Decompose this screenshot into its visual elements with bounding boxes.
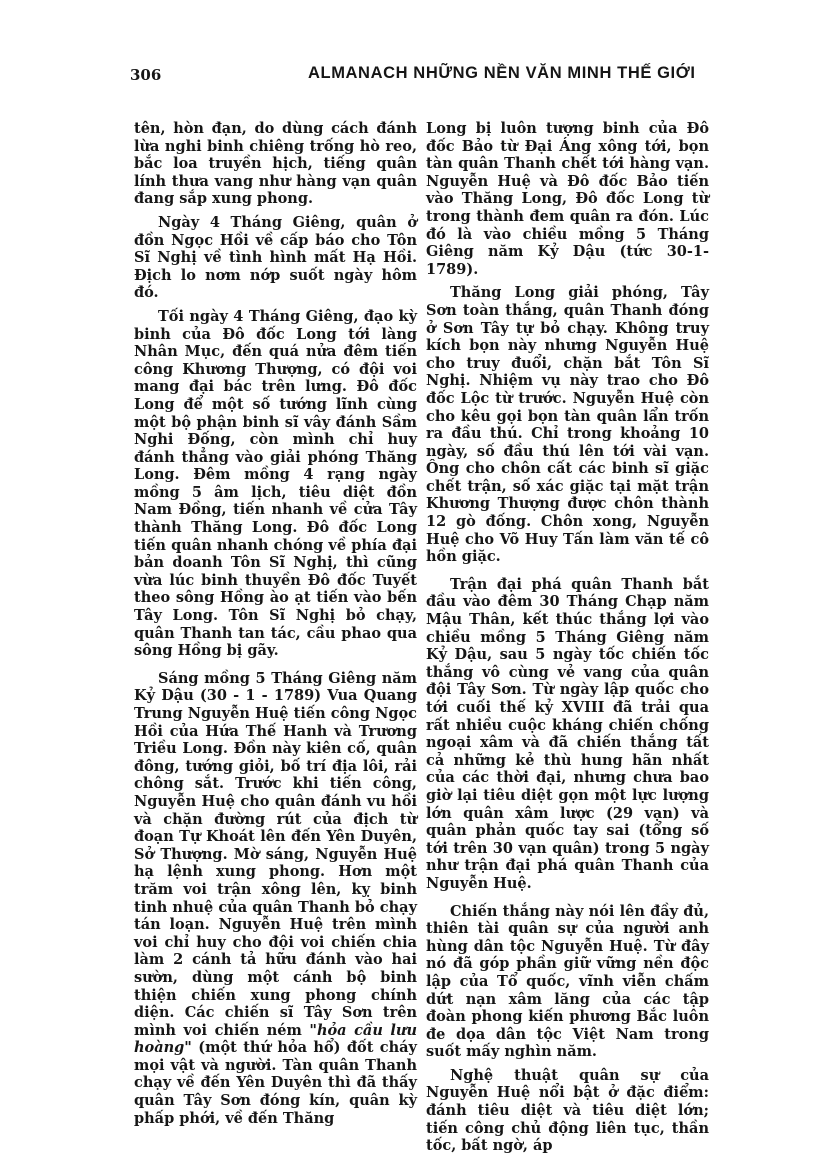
paragraph: tên, hòn đạn, do dùng cách đánh lừa nghi binh chiêng trống hò reo, bắc loa truyền hịch, tiếng quân lính thưa vang như hàng vạn quân đang sắp xung phong.	[134, 120, 417, 208]
paragraph-text: " (một thứ hỏa hổ) đốt cháy mọi vật và người. Tàn quân Thanh chạy về đến Yên Duyên thì đã thấy quân Tây Sơn đóng kín, quân kỳ phấp phới, về đến Thăng	[134, 1039, 417, 1127]
paragraph: Trận đại phá quân Thanh bắt đầu vào đêm 30 Tháng Chạp năm Mậu Thân, kết thúc thắng lợi vào chiều mồng 5 Tháng Giêng năm Kỷ Dậu, sau 5 ngày tốc chiến tốc thắng vô cùng vẻ vang của quân đội Tây Sơn. Từ ngày lập quốc cho tới cuối thế kỷ XVIII đã trải qua rất nhiều cuộc kháng chiến chống ngoại xâm và đã chiến thắng tất cả những kẻ thù hung hãn nhất của các thời đại, nhưng chưa bao giờ lại tiêu diệt gọn một lực lượng lớn quân xâm lược (29 vạn) và quân phản quốc tay sai (tổng số tới trên 30 vạn quân) trong 5 ngày như trận đại phá quân Thanh của Nguyễn Huệ.	[426, 575, 709, 892]
paragraph-text: Sáng mồng 5 Tháng Giêng năm Kỷ Dậu (30 - 1 - 1789) Vua Quang Trung Nguyễn Huệ tiến công Ngọc Hồi của Hứa Thế Hanh và Trương Triều Long. Đồn này kiên cố, quân đông, tướng giỏi, bố trí địa lôi, rải chông sắt. Trước khi tiến công, Nguyễn Huệ cho quân đánh vu hồi và chặn đường rút của địch từ đoạn Tự Khoát lên đến Yên Duyên, Sở Thượng. Mờ sáng, Nguyễn Huệ hạ lệnh xung phong. Hơn một trăm voi trận xông lên, kỵ binh tinh nhuệ của quân Thanh bỏ chạy tán loạn. Nguyễn Huệ trên mình voi chỉ huy cho đội voi chiến chia làm 2 cánh tả hữu đánh vào hai sườn, dùng một cánh bộ binh thiện chiến xung phong chính diện. Các chiến sĩ Tây Sơn trên mình voi chiến ném "	[134, 669, 417, 1039]
paragraph: Nghệ thuật quân sự của Nguyễn Huệ nổi bật ở đặc điểm: đánh tiêu diệt và tiêu diệt lớn; tiến công chủ động liên tục, thần tốc, bất ngờ, áp	[426, 1066, 709, 1155]
running-head: ALMANACH NHỮNG NỀN VĂN MINH THẾ GIỚI	[308, 64, 696, 82]
paragraph	[134, 670, 417, 1127]
page-number: 306	[130, 66, 162, 84]
paragraph: Chiến thắng này nói lên đầy đủ, thiên tài quân sự của người anh hùng dân tộc Nguyễn Huệ. Từ đây nó đã góp phần giữ vững nền độc lập của Tổ quốc, vĩnh viễn chấm dứt nạn xâm lăng của các tập đoàn phong kiến phương Bắc luôn đe dọa dân tộc Việt Nam trong suốt mấy nghìn năm.	[426, 902, 709, 1061]
paragraph: Tối ngày 4 Tháng Giêng, đạo kỳ binh của Đô đốc Long tới làng Nhân Mục, đến quá nửa đêm tiến công Khương Thượng, có đội voi mang đại bác trên lưng. Đô đốc Long để một số tướng lĩnh cùng một bộ phận binh sĩ vây đánh Sầm Nghi Đống, còn mình chỉ huy đánh thẳng vào giải phóng Thăng Long. Đêm mồng 4 rạng ngày mồng 5 âm lịch, tiêu diệt đồn Nam Đồng, tiến nhanh về cửa Tây thành Thăng Long. Đô đốc Long tiến quân nhanh chóng về phía đại bản doanh Tôn Sĩ Nghị, thì cũng vừa lúc binh thuyền Đô đốc Tuyết theo sông Hồng ào ạt tiến vào bến Tây Long. Tôn Sĩ Nghị bỏ chạy, quân Thanh tan tác, cầu phao qua sông Hồng bị gãy.	[134, 307, 417, 660]
paragraph: Long bị luôn tượng binh của Đô đốc Bảo từ Đại Áng xông tới, bọn tàn quân Thanh chết tới hàng vạn. Nguyễn Huệ và Đô đốc Bảo tiến vào Thăng Long, Đô đốc Long từ trong thành đem quân ra đón. Lúc đó là vào chiều mồng 5 Tháng Giêng năm Kỷ Dậu (tức 30-1-1789).	[426, 120, 709, 278]
italic-term: hỏa cầu lưu hoàng	[134, 1021, 417, 1057]
paragraph: Ngày 4 Tháng Giêng, quân ở đồn Ngọc Hồi về cấp báo cho Tôn Sĩ Nghị về tình hình mất Hạ Hồi. Địch lo nơm nớp suốt ngày hôm đó.	[134, 213, 417, 302]
left-column	[134, 120, 417, 1133]
paragraph: Thăng Long giải phóng, Tây Sơn toàn thắng, quân Thanh đóng ở Sơn Tây tự bỏ chạy. Không truy kích bọn này nhưng Nguyễn Huệ cho truy đuổi, chặn bắt Tôn Sĩ Nghị. Nhiệm vụ này trao cho Đô đốc Lộc từ trước. Nguyễn Huệ còn cho kêu gọi bọn tàn quân lẩn trốn ra đầu thú. Chỉ trong khoảng 10 ngày, số đầu thú lên tới vài vạn. Ông cho chôn cất các binh sĩ giặc chết trận, số xác giặc tại mặt trận Khương Thượng được chôn thành 12 gò đống. Chôn xong, Nguyễn Huệ cho Võ Huy Tấn làm văn tế cô hồn giặc.	[426, 284, 709, 566]
right-column	[426, 120, 709, 1161]
